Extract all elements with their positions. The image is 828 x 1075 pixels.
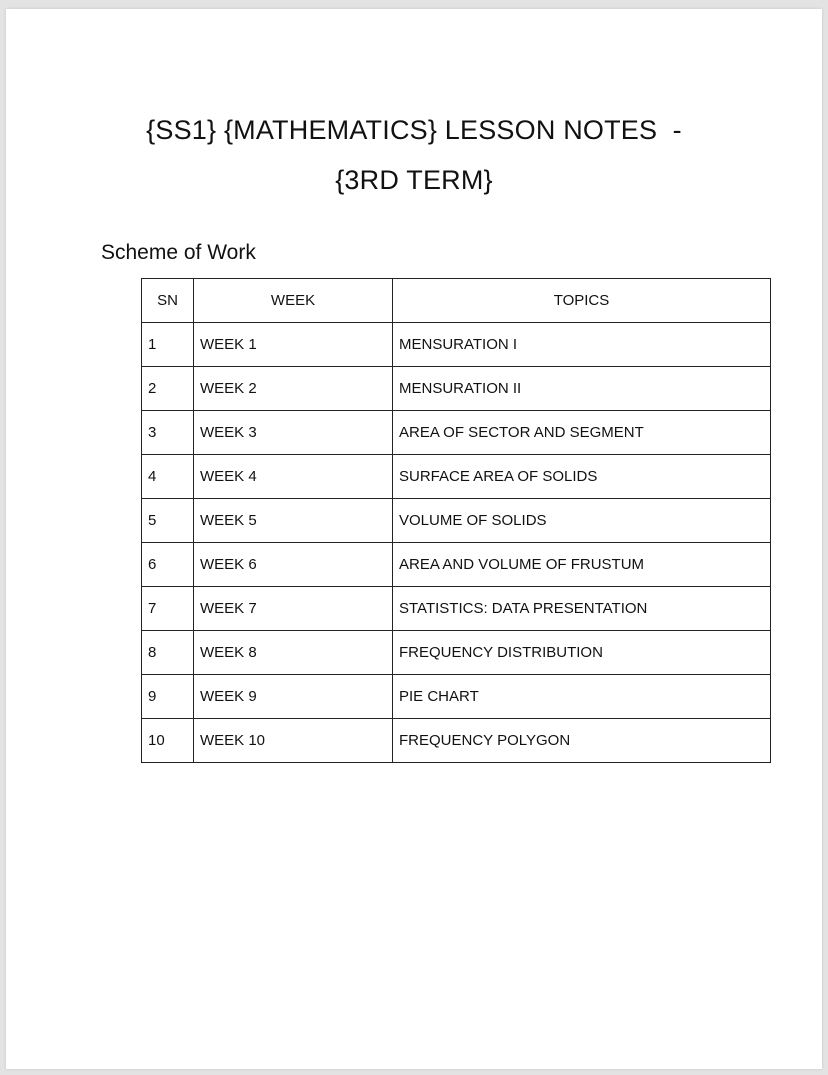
row-week: WEEK 2	[194, 367, 393, 411]
row-week: WEEK 3	[194, 411, 393, 455]
row-topic: AREA AND VOLUME OF FRUSTUM	[393, 543, 771, 587]
row-topic: VOLUME OF SOLIDS	[393, 499, 771, 543]
table-row	[142, 631, 771, 675]
row-sn: 2	[142, 367, 194, 411]
row-sn: 7	[142, 587, 194, 631]
table-row	[142, 587, 771, 631]
row-sn: 5	[142, 499, 194, 543]
scheme-of-work-heading: Scheme of Work	[101, 241, 256, 264]
table-row	[142, 455, 771, 499]
row-sn: 3	[142, 411, 194, 455]
row-sn: 8	[142, 631, 194, 675]
row-week: WEEK 6	[194, 543, 393, 587]
row-week: WEEK 9	[194, 675, 393, 719]
row-week: WEEK 5	[194, 499, 393, 543]
table-row	[142, 719, 771, 763]
row-topic: PIE CHART	[393, 675, 771, 719]
row-topic: FREQUENCY POLYGON	[393, 719, 771, 763]
column-header-week: WEEK	[194, 279, 393, 323]
row-week: WEEK 8	[194, 631, 393, 675]
column-header-topics: TOPICS	[393, 279, 771, 323]
row-topic: AREA OF SECTOR AND SEGMENT	[393, 411, 771, 455]
row-week: WEEK 1	[194, 323, 393, 367]
row-week: WEEK 10	[194, 719, 393, 763]
table-row	[142, 675, 771, 719]
row-week: WEEK 4	[194, 455, 393, 499]
row-sn: 9	[142, 675, 194, 719]
row-topic: MENSURATION I	[393, 323, 771, 367]
row-sn: 10	[142, 719, 194, 763]
row-topic: FREQUENCY DISTRIBUTION	[393, 631, 771, 675]
row-sn: 6	[142, 543, 194, 587]
row-sn: 1	[142, 323, 194, 367]
row-topic: MENSURATION II	[393, 367, 771, 411]
table-header-row	[142, 279, 771, 323]
row-topic: STATISTICS: DATA PRESENTATION	[393, 587, 771, 631]
column-header-sn: SN	[142, 279, 194, 323]
row-week: WEEK 7	[194, 587, 393, 631]
row-sn: 4	[142, 455, 194, 499]
table-row	[142, 367, 771, 411]
table-row	[142, 499, 771, 543]
row-topic: SURFACE AREA OF SOLIDS	[393, 455, 771, 499]
document-title-line-1: {SS1} {MATHEMATICS} LESSON NOTES -	[146, 115, 682, 145]
table-row	[142, 543, 771, 587]
table-row	[142, 323, 771, 367]
scheme-of-work-table	[141, 278, 771, 763]
document-title-line-2: {3RD TERM}	[335, 165, 493, 195]
table-row	[142, 411, 771, 455]
document-page	[6, 9, 822, 1069]
